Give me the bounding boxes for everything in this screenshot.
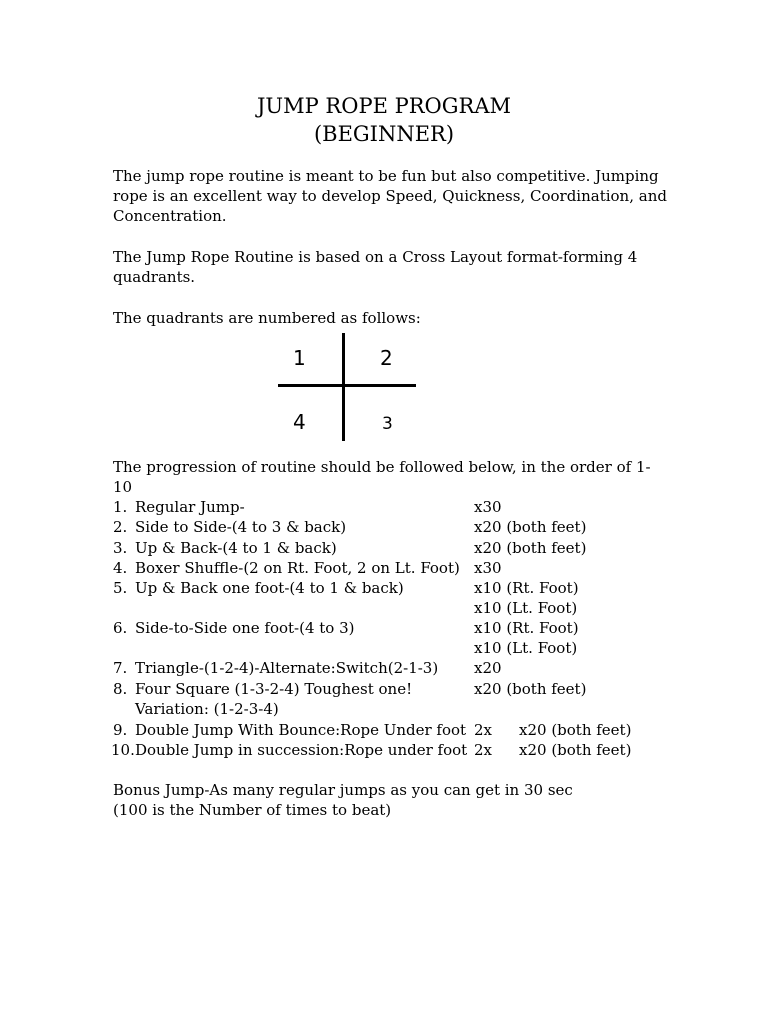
routine-paragraph [113, 247, 653, 287]
exercise-number: 5. [113, 579, 128, 597]
exercise-reps: x20 (both feet) [474, 539, 587, 557]
exercise-row [113, 517, 653, 537]
exercise-number: 9. [113, 721, 128, 739]
bonus-line: (100 is the Number of times to beat) [113, 801, 392, 819]
intro-line: Concentration. [113, 207, 227, 225]
exercise-number: 7. [113, 659, 128, 677]
exercise-text: Side to Side-(4 to 3 & back) [135, 518, 347, 536]
exercise-reps: x20 [474, 659, 502, 677]
quadrant-2-label: 2 [380, 346, 393, 370]
exercise-row [113, 638, 653, 658]
exercise-text: Regular Jump- [135, 498, 245, 516]
exercise-text: Up & Back one foot-(4 to 1 & back) [135, 579, 404, 597]
intro-paragraph [113, 166, 667, 226]
exercise-reps: x30 [474, 498, 502, 516]
exercise-reps: x20 (both feet) [474, 680, 587, 698]
exercise-text: Double Jump With Bounce:Rope Under foot [135, 721, 467, 739]
exercise-number: 10. [111, 741, 135, 759]
exercise-text: Double Jump in succession:Rope under foot [135, 741, 468, 759]
exercise-reps: x10 (Rt. Foot) [474, 619, 579, 637]
exercise-row [113, 538, 653, 558]
intro-line: rope is an excellent way to develop Speed, Quickness, Coordination, and [113, 187, 667, 205]
routine-line: quadrants. [113, 268, 196, 286]
quadrant-3-label: 3 [382, 414, 393, 434]
exercise-row [113, 740, 653, 760]
exercise-number: 1. [113, 498, 128, 516]
quadrant-cross-diagram [278, 333, 418, 443]
exercise-number: 4. [113, 559, 128, 577]
cross-vertical-line [342, 333, 345, 441]
exercise-text: Up & Back-(4 to 1 & back) [135, 539, 337, 557]
exercise-reps-secondary: x20 (both feet) [519, 741, 632, 759]
exercise-reps: x10 (Rt. Foot) [474, 579, 579, 597]
exercise-text: Four Square (1-3-2-4) Toughest one! [135, 680, 413, 698]
exercise-row [113, 558, 653, 578]
exercise-row [113, 699, 653, 719]
bonus-line: Bonus Jump-As many regular jumps as you can get in 30 sec [113, 781, 573, 799]
progression-intro: The progression of routine should be followed below, in the order of 1-10 [113, 458, 651, 496]
bonus-paragraph [113, 780, 653, 820]
exercise-row [113, 658, 653, 678]
exercise-row [113, 598, 653, 618]
exercise-text: Triangle-(1-2-4)-Alternate:Switch(2-1-3) [135, 659, 439, 677]
page-subtitle: (BEGINNER) [313, 122, 455, 146]
exercise-number: 2. [113, 518, 128, 536]
exercise-row [113, 679, 653, 699]
quadrant-1-label: 1 [293, 346, 306, 370]
quadrant-4-label: 4 [293, 410, 306, 434]
exercise-row [113, 578, 653, 598]
exercise-reps: 2x [474, 741, 493, 759]
exercise-reps-secondary: x20 (both feet) [519, 721, 632, 739]
exercise-reps: x10 (Lt. Foot) [474, 639, 578, 657]
exercise-reps: 2x [474, 721, 493, 739]
cross-horizontal-line [278, 384, 416, 387]
exercise-row [113, 618, 653, 638]
intro-line: The jump rope routine is meant to be fun but also competitive. Jumping [113, 167, 659, 185]
quadrant-intro: The quadrants are numbered as follows: [113, 309, 421, 327]
exercise-reps: x20 (both feet) [474, 518, 587, 536]
exercise-number: 6. [113, 619, 128, 637]
exercise-reps: x30 [474, 559, 502, 577]
routine-line: The Jump Rope Routine is based on a Cross Layout format-forming 4 [113, 248, 638, 266]
exercise-row [113, 497, 653, 517]
exercise-reps: x10 (Lt. Foot) [474, 599, 578, 617]
exercise-text: Side-to-Side one foot-(4 to 3) [135, 619, 355, 637]
exercise-number: 3. [113, 539, 128, 557]
exercise-text: Boxer Shuffle-(2 on Rt. Foot, 2 on Lt. Foot) [135, 559, 460, 577]
exercise-variation: Variation: (1-2-3-4) [135, 700, 279, 718]
exercise-number: 8. [113, 680, 128, 698]
exercise-row [113, 720, 653, 740]
page-title: JUMP ROPE PROGRAM [257, 94, 511, 118]
